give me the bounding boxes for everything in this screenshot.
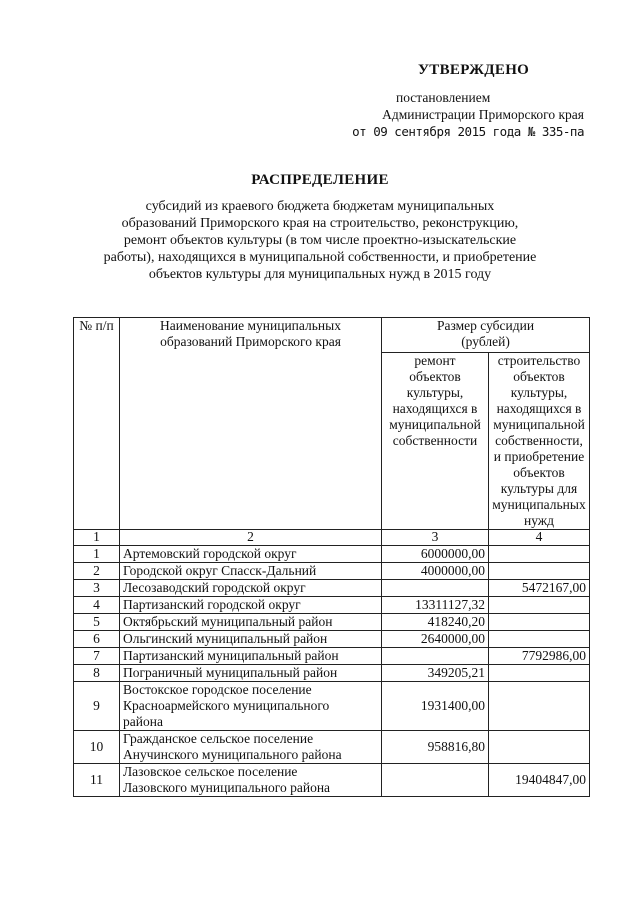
approval-line-administration: Администрации Приморского края — [382, 107, 584, 122]
municipality-name-line: Востокское городское поселение — [123, 682, 312, 697]
header-repair — [382, 353, 489, 530]
header-name-line: образований Приморского края — [160, 334, 341, 349]
index-row — [74, 530, 590, 546]
construction-amount — [489, 731, 590, 764]
municipality-name-line: Партизанский муниципальный район — [123, 648, 339, 663]
row-number: 11 — [74, 764, 120, 797]
construction-amount — [489, 682, 590, 731]
document-subtitle — [0, 198, 640, 283]
municipality-name — [120, 631, 382, 648]
header-text-line: и приобретение — [493, 449, 585, 464]
header-text-line: культуры для — [500, 481, 578, 496]
municipality-name-line: Анучинского муниципального района — [123, 747, 342, 762]
row-number: 3 — [74, 580, 120, 597]
municipality-name — [120, 546, 382, 563]
approval-line-decree: постановлением — [396, 90, 491, 105]
approval-heading: УТВЕРЖДЕНО — [418, 62, 530, 78]
subsidy-distribution-table — [73, 317, 590, 797]
construction-amount: 19404847,00 — [489, 764, 590, 797]
header-text-line: объектов — [513, 465, 565, 480]
construction-amount: 7792986,00 — [489, 648, 590, 665]
municipality-name-line: Лазовское сельское поселение — [123, 764, 298, 779]
municipality-name — [120, 597, 382, 614]
municipality-name — [120, 563, 382, 580]
repair-amount — [382, 764, 489, 797]
table-row — [74, 764, 590, 797]
municipality-name-line: Лесозаводский городской округ — [123, 580, 306, 595]
header-text-line: собственности, — [495, 433, 583, 448]
municipality-name-line: Артемовский городской округ — [123, 546, 297, 561]
construction-amount — [489, 614, 590, 631]
header-text-line: муниципальных — [492, 497, 586, 512]
table-row — [74, 597, 590, 614]
table-row — [74, 665, 590, 682]
header-size-line: Размер субсидии — [436, 318, 535, 333]
repair-amount: 958816,80 — [382, 731, 489, 764]
municipality-name-line: Лазовского муниципального района — [123, 780, 331, 795]
header-municipality-name — [120, 318, 382, 530]
municipality-name — [120, 665, 382, 682]
header-row-number: № п/п — [74, 318, 120, 530]
header-text-line: находящихся в — [392, 401, 478, 416]
table-row — [74, 563, 590, 580]
municipality-name — [120, 731, 382, 764]
row-number: 6 — [74, 631, 120, 648]
municipality-name-line: Партизанский городской округ — [123, 597, 301, 612]
municipality-name-line: Пограничный муниципальный район — [123, 665, 338, 680]
index-cell: 2 — [120, 530, 382, 546]
header-text-line: находящихся в — [496, 401, 582, 416]
repair-amount: 349205,21 — [382, 665, 489, 682]
repair-amount: 4000000,00 — [382, 563, 489, 580]
header-subsidy-size — [382, 318, 590, 353]
municipality-name — [120, 682, 382, 731]
header-text-line: строительство — [497, 353, 581, 368]
construction-amount: 5472167,00 — [489, 580, 590, 597]
construction-amount — [489, 631, 590, 648]
repair-amount: 418240,20 — [382, 614, 489, 631]
header-text-line: муниципальной — [389, 417, 481, 432]
construction-amount — [489, 546, 590, 563]
construction-amount — [489, 665, 590, 682]
subtitle-line: объектов культуры для муниципальных нужд в 2015 году — [148, 267, 492, 282]
header-text-line: культуры, — [406, 385, 464, 400]
approval-line-date-number: от 09 сентября 2015 года № 335-па — [352, 124, 584, 139]
table-row — [74, 682, 590, 731]
row-number: 8 — [74, 665, 120, 682]
municipality-name — [120, 614, 382, 631]
header-text-line: культуры, — [510, 385, 568, 400]
municipality-name — [120, 580, 382, 597]
repair-amount: 2640000,00 — [382, 631, 489, 648]
header-text-line: ремонт — [414, 353, 456, 368]
municipality-name-line: Октябрьский муниципальный район — [123, 614, 333, 629]
row-number: 2 — [74, 563, 120, 580]
header-name-line: Наименование муниципальных — [160, 318, 341, 333]
subtitle-line: субсидий из краевого бюджета бюджетам муниципальных — [145, 199, 495, 214]
construction-amount — [489, 563, 590, 580]
table-row — [74, 631, 590, 648]
repair-amount: 6000000,00 — [382, 546, 489, 563]
table-row — [74, 546, 590, 563]
repair-amount: 13311127,32 — [382, 597, 489, 614]
row-number: 4 — [74, 597, 120, 614]
index-cell: 1 — [74, 530, 120, 546]
table-row — [74, 648, 590, 665]
header-size-unit: (рублей) — [461, 334, 510, 349]
municipality-name-line: Красноармейского муниципального — [123, 698, 330, 713]
header-text-line: нужд — [524, 513, 554, 528]
index-cell: 3 — [382, 530, 489, 546]
repair-amount — [382, 580, 489, 597]
row-number: 10 — [74, 731, 120, 764]
subtitle-line: ремонт объектов культуры (в том числе проектно-изыскательские — [123, 233, 517, 248]
municipality-name-line: Ольгинский муниципальный район — [123, 631, 328, 646]
municipality-name-line: Городской округ Спасск-Дальний — [123, 563, 317, 578]
index-cell: 4 — [489, 530, 590, 546]
subtitle-line: образований Приморского края на строительство, реконструкцию, — [121, 216, 519, 231]
header-text-line: муниципальной — [493, 417, 585, 432]
municipality-name-line: Гражданское сельское поселение — [123, 731, 314, 746]
municipality-name — [120, 648, 382, 665]
municipality-name-line: района — [123, 714, 163, 729]
header-text-line: собственности — [392, 433, 478, 448]
table-row — [74, 580, 590, 597]
table-row — [74, 731, 590, 764]
row-number: 1 — [74, 546, 120, 563]
subtitle-line: работы), находящихся в муниципальной собственности, и приобретение — [103, 250, 537, 265]
header-construction — [489, 353, 590, 530]
header-text-line: объектов — [513, 369, 565, 384]
header-text-line: объектов — [409, 369, 461, 384]
repair-amount — [382, 648, 489, 665]
row-number: 5 — [74, 614, 120, 631]
document-title: РАСПРЕДЕЛЕНИЕ — [251, 172, 389, 188]
row-number: 7 — [74, 648, 120, 665]
municipality-name — [120, 764, 382, 797]
repair-amount: 1931400,00 — [382, 682, 489, 731]
row-number: 9 — [74, 682, 120, 731]
construction-amount — [489, 597, 590, 614]
table-row — [74, 614, 590, 631]
